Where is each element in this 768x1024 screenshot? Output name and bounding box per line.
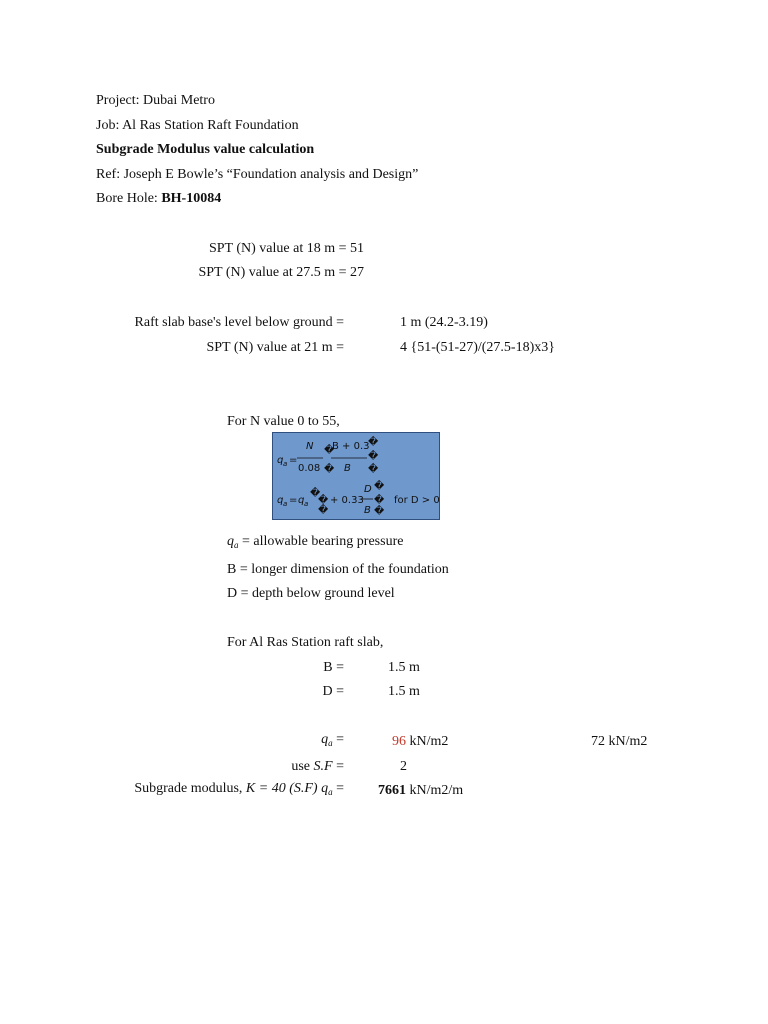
project-line: Project: Dubai Metro [96, 93, 215, 108]
sf-label-symbol: S.F [313, 759, 333, 774]
k-result [378, 782, 463, 800]
sf-label [291, 758, 344, 776]
qa-symbol-sub: a [234, 540, 239, 550]
eq2-denominator-b: B [364, 505, 371, 516]
spt-18m: SPT (N) value at 18 m = 51 [208, 241, 364, 256]
eq2-bracket-tl: � [310, 488, 321, 499]
b-label: B = [323, 660, 344, 675]
bore-hole-value: BH-10084 [161, 191, 222, 206]
qa-symbol: q [227, 534, 234, 549]
spt-21m-label: SPT (N) value at 21 m = [206, 340, 344, 355]
eq1-bracket-bl: � [324, 464, 335, 475]
station-intro: For Al Ras Station raft slab, [227, 635, 384, 650]
eq2-numerator-d: D [364, 484, 372, 495]
raft-level-label: Raft slab base's level below ground = [134, 315, 344, 330]
k-label-equals: = [332, 781, 344, 796]
spt-21m-value: 4 {51-(51-27)/(27.5-18)x3} [400, 340, 555, 355]
qa-result-symbol: q [321, 732, 329, 747]
eq2-bracket-bl: � [318, 505, 329, 516]
eq2-bracket-mr: � [374, 495, 385, 506]
k-label [134, 780, 344, 801]
eq2-equals: = [289, 495, 298, 506]
eq2-q: q [277, 495, 284, 506]
qa-result-unit: kN/m2 [409, 734, 449, 749]
eq2-bracket-ml: � [318, 495, 329, 506]
eq2-bracket-br: � [374, 506, 385, 517]
qa-result-sub: a [328, 738, 333, 748]
qa-result-equals: = [332, 732, 344, 747]
d-value: 1.5 m [388, 684, 420, 699]
eq1-q: q [277, 455, 284, 466]
eq2-plus-033: + 0.33 [330, 495, 364, 506]
reference-line: Ref: Joseph E Bowle’s “Foundation analysis and Design” [96, 167, 419, 182]
formula-intro: For N value 0 to 55, [227, 414, 340, 429]
sf-label-pre: use [291, 759, 314, 774]
eq1-denominator-b: B [344, 463, 351, 474]
eq2-bracket-tr: � [374, 481, 385, 492]
page-title: Subgrade Modulus value calculation [96, 142, 315, 157]
eq1-equals: = [289, 455, 298, 466]
eq1-bracket-br: � [368, 464, 379, 475]
qa-result [392, 733, 448, 751]
eq1-denominator: 0.08 [298, 463, 321, 474]
sf-label-equals: = [332, 759, 344, 774]
bore-hole-label: Bore Hole: [96, 191, 162, 206]
eq1-bracket-tr: � [368, 437, 379, 448]
eq2-a-right-sub: a [304, 500, 309, 508]
eq1-numerator-n: N [306, 441, 314, 452]
raft-level-value: 1 m (24.2-3.19) [400, 315, 488, 330]
qa-result-label [321, 731, 344, 752]
eq1-numerator-2: B + 0.3 [332, 441, 370, 452]
eq1-bracket-tl: � [324, 445, 335, 456]
k-label-sub: a [328, 787, 333, 797]
bore-hole-line [96, 190, 221, 208]
b-definition: B = longer dimension of the foundation [227, 562, 449, 577]
k-value: 7661 [378, 783, 406, 798]
formula-equations [273, 433, 441, 521]
qa-definition [227, 533, 403, 554]
job-line: Job: Al Ras Station Raft Foundation [96, 118, 299, 133]
eq1-bracket-mr: � [368, 451, 379, 462]
k-label-formula: K = 40 (S.F) q [245, 781, 329, 796]
spt-27-5m: SPT (N) value at 27.5 m = 27 [198, 265, 364, 280]
b-value: 1.5 m [388, 660, 420, 675]
qa-description: = allowable bearing pressure [242, 534, 404, 549]
eq2-a-sub: a [283, 500, 288, 508]
k-unit: kN/m2/m [409, 783, 464, 798]
sf-value: 2 [400, 759, 407, 774]
eq2-condition: for D > 0 [394, 495, 440, 506]
qa-result-value: 96 [392, 734, 406, 749]
d-definition: D = depth below ground level [227, 586, 395, 601]
eq1-a-sub: a [283, 460, 288, 468]
d-label: D = [322, 684, 344, 699]
qa-alternate-value: 72 kN/m2 [591, 734, 648, 749]
k-label-pre: Subgrade modulus, [134, 781, 246, 796]
formula-box [272, 432, 440, 520]
eq2-q-right: q [298, 495, 305, 506]
